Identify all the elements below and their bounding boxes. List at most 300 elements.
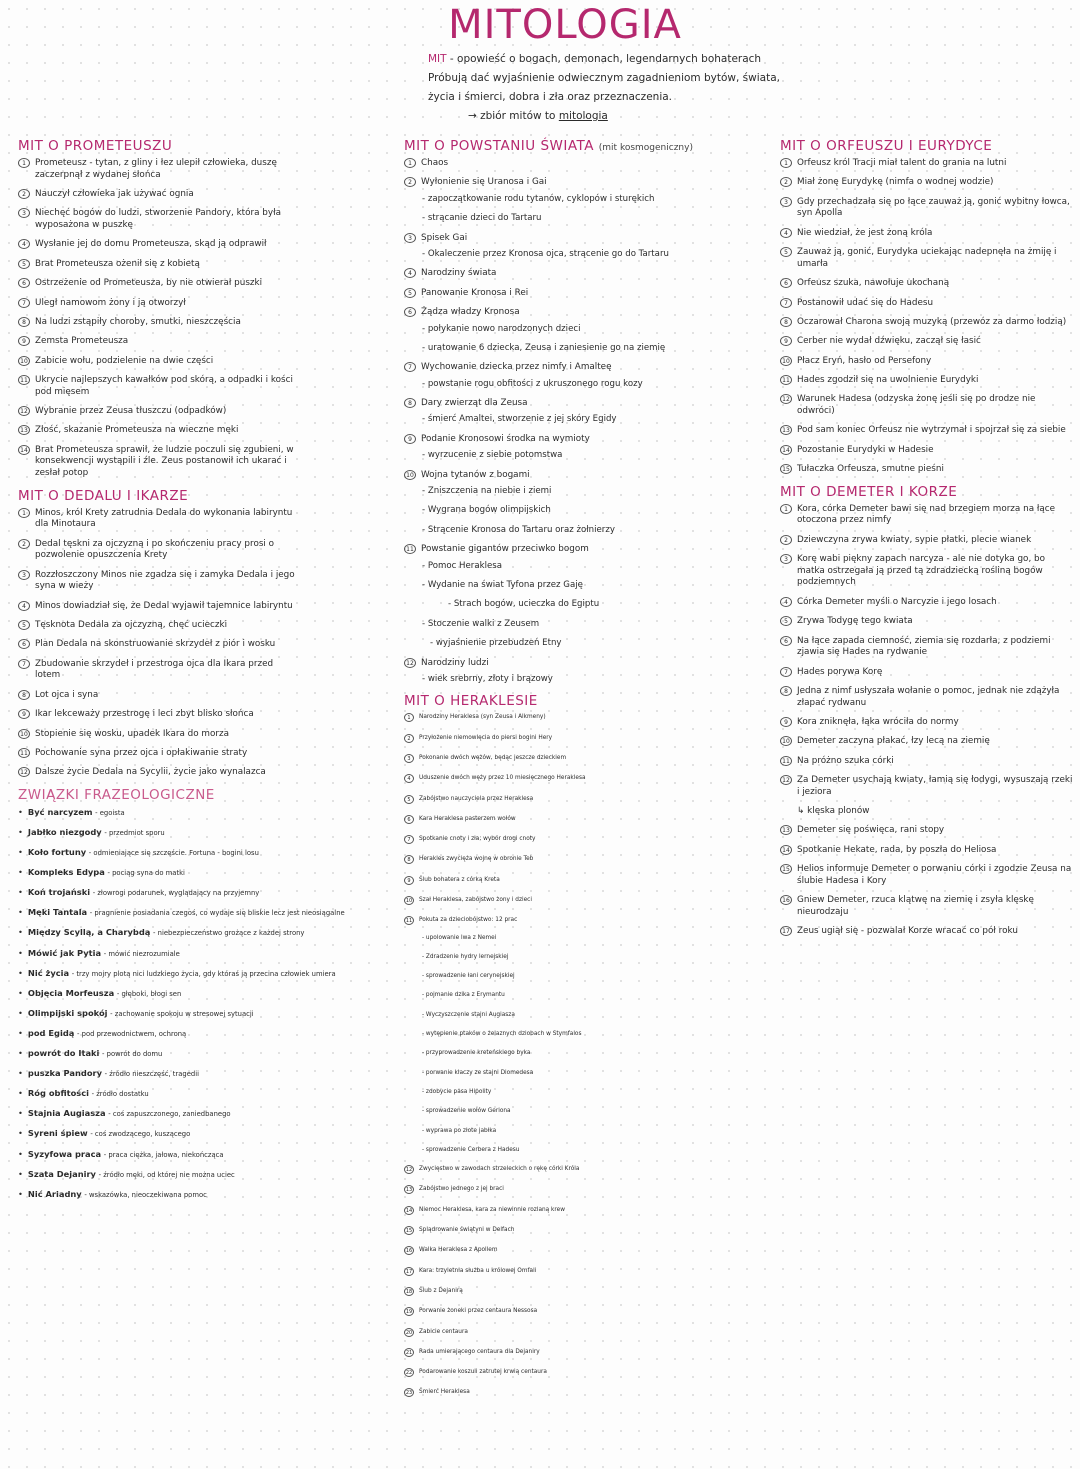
phrase-definition: - pociąg syna do matki bbox=[107, 869, 185, 878]
list-item bbox=[404, 1226, 674, 1235]
item-number-badge: 5 bbox=[780, 616, 792, 626]
item-number-badge: 8 bbox=[404, 855, 414, 864]
sub-list bbox=[422, 674, 674, 685]
phrase-item bbox=[18, 1108, 296, 1119]
item-number-badge: 11 bbox=[18, 375, 30, 385]
phrase-term: puszka Pandory bbox=[27, 1068, 103, 1079]
item-number-badge: 5 bbox=[18, 620, 30, 630]
sub-list bbox=[422, 450, 674, 461]
phrase-item bbox=[18, 1028, 296, 1039]
phrase-term: Koło fortuny bbox=[27, 847, 87, 858]
item-number-badge: 19 bbox=[405, 1309, 413, 1316]
phrase-term: Syreni śpiew bbox=[27, 1128, 88, 1139]
list-item bbox=[404, 795, 674, 804]
list-item bbox=[404, 1368, 674, 1377]
list-item bbox=[404, 754, 674, 763]
phrase-item bbox=[18, 988, 296, 999]
list-item bbox=[18, 406, 296, 418]
item-text: Narodziny Heraklesa (syn Zeusa i Alkmeny) bbox=[419, 714, 546, 721]
item-text: Ślub bohatera z córką Kreta bbox=[419, 876, 500, 883]
item-text: Plan Dedala na skonstruowanie skrzydeł z piór i wosku bbox=[35, 639, 276, 650]
intro-line-1: MIT - opowieść o bogach, demonach, legendarnych bohaterach bbox=[428, 53, 762, 65]
list-item bbox=[18, 208, 296, 231]
item-number-badge: 7 bbox=[404, 835, 414, 844]
phrase-item bbox=[18, 847, 296, 858]
phrase-term: Olimpijski spokój bbox=[27, 1007, 108, 1018]
item-text: Kora zniknęła, łąka wróciła do normy bbox=[797, 716, 959, 727]
phrase-item bbox=[18, 807, 296, 818]
item-text: Minos, król Krety zatrudnia Dedala do wykonania labiryntu dla Minotaura bbox=[35, 507, 293, 530]
phrase-item bbox=[18, 1169, 296, 1180]
list-item bbox=[18, 570, 296, 593]
sub-item: - wyrzucenie z siebie potomstwa bbox=[422, 450, 563, 461]
item-text: Na ludzi zstąpiły choroby, smutki, nieszczęścia bbox=[35, 316, 241, 327]
sub-item: - uratowanie 6 dziecka, Zeusa i zaniesienie go na ziemię bbox=[422, 342, 666, 353]
item-number-badge: 1 bbox=[404, 713, 414, 722]
phrase-term: Szata Dejaniry bbox=[27, 1168, 96, 1179]
list-item bbox=[404, 307, 674, 319]
item-text: Wysłanie jej do domu Prometeusza, skąd ją odprawił bbox=[35, 239, 267, 250]
list-item bbox=[18, 539, 296, 562]
column-left bbox=[18, 138, 345, 1209]
item-number-badge: 2 bbox=[18, 189, 30, 199]
list-item bbox=[404, 1246, 674, 1255]
item-number-badge: 6 bbox=[404, 815, 414, 824]
sub-item: - wyprawa po złote jabłka bbox=[422, 1127, 497, 1134]
item-number-badge: 10 bbox=[18, 729, 30, 739]
item-text: Szał Heraklesa, zabójstwo żony i dzieci bbox=[419, 897, 532, 903]
list-item bbox=[780, 825, 1075, 837]
item-number-badge: 5 bbox=[404, 795, 414, 804]
item-text: Żądza władzy Kronosa bbox=[421, 307, 520, 318]
item-number-badge: 12 bbox=[780, 775, 792, 785]
item-text: Kora, córka Demeter bawi się nad brzegiem morza na łące otoczona przez nimfy bbox=[797, 503, 1056, 526]
section-heading: MIT O ORFEUSZU I EURYDYCE bbox=[780, 138, 993, 154]
item-text: Zabójstwo jednego z jej braci bbox=[419, 1186, 504, 1193]
item-text: Nie wiedział, że jest żoną króla bbox=[797, 227, 933, 238]
section-prometeusz bbox=[18, 138, 296, 480]
list-item bbox=[780, 686, 1075, 709]
phrase-term: Być narcyzem bbox=[27, 806, 93, 817]
item-text: Powstanie gigantów przeciwko bogom bbox=[421, 544, 589, 555]
phrase-term: Nić życia bbox=[27, 967, 70, 978]
item-text: Zbudowanie skrzydeł i przestroga ojca dla Ikara przed lotem bbox=[35, 658, 274, 681]
phrase-item bbox=[18, 867, 296, 878]
item-number-badge: 3 bbox=[780, 554, 792, 564]
list-item bbox=[18, 239, 296, 251]
item-text: Ukrycie najlepszych kawałków pod skórą, a odpadki i kości pod mięsem bbox=[35, 375, 293, 397]
phrase-definition: - odmieniające się szczęście. Fortuna - bogini losu bbox=[88, 849, 259, 858]
item-number-badge: 12 bbox=[18, 406, 30, 416]
sub-item: - Zdradzenie hydry lernejskiej bbox=[422, 953, 509, 960]
item-text: Demeter zaczyna płakać, łzy lecą na ziemię bbox=[797, 736, 990, 747]
item-text: Spotkanie Hekate, rada, by poszła do Heliosa bbox=[797, 844, 997, 855]
item-text: Brat Prometeusza sprawił, że ludzie poczuli się zgubieni, w konsekwencji wystąpili i źle. Zeus postanowił ich ukarać i zesłał potop bbox=[35, 444, 294, 479]
item-number-badge: 21 bbox=[405, 1349, 413, 1356]
item-number-badge: 13 bbox=[780, 425, 792, 435]
item-number-badge: 1 bbox=[404, 158, 416, 168]
section-zwiazki bbox=[18, 786, 345, 1200]
item-text: Zrywa Todygę tego kwiata bbox=[797, 616, 913, 627]
list-item bbox=[404, 734, 674, 743]
list-item bbox=[404, 1267, 674, 1276]
section-demeter bbox=[780, 484, 1075, 938]
sub-item: - Pomoc Heraklesa bbox=[422, 560, 502, 571]
item-text: Demeter się poświęca, rani stopy bbox=[797, 825, 945, 836]
list-item bbox=[404, 713, 674, 722]
item-text: Chaos bbox=[421, 158, 449, 168]
item-number-badge: 10 bbox=[18, 356, 30, 366]
phrase-definition: - źródło męki, od której nie można uciec bbox=[98, 1170, 235, 1179]
sub-item: - Zniszczenia na niebie i ziemi bbox=[422, 486, 552, 497]
sub-item: - wiek srebrny, złoty i brązowy bbox=[422, 673, 553, 684]
item-number-badge: 3 bbox=[404, 754, 414, 763]
item-text: Uduszenie dwóch węży przez 10 miesięcznego Heraklesa bbox=[419, 775, 586, 782]
list-item bbox=[404, 268, 674, 280]
section-heading: MIT O DEMETER I KORZE bbox=[780, 483, 958, 500]
intro-term: mitologia bbox=[558, 110, 608, 122]
phrase-term: Mówić jak Pytia bbox=[27, 947, 102, 958]
item-text: Kara Heraklesa pasterzem wołów bbox=[419, 815, 516, 822]
item-text: Jedna z nimf usłyszała wołanie o pomoc, jednak nie zdążyła złapać rydwanu bbox=[797, 685, 1060, 708]
list-item bbox=[18, 508, 296, 531]
list-item bbox=[18, 601, 296, 613]
sub-list bbox=[422, 561, 674, 650]
numbered-list bbox=[404, 713, 674, 1397]
list-item bbox=[18, 659, 296, 682]
item-number-badge: 6 bbox=[404, 307, 416, 317]
sub-item: - strącanie dzieci do Tartaru bbox=[422, 213, 542, 224]
item-text: Narodziny świata bbox=[421, 268, 497, 279]
list-item bbox=[780, 445, 1075, 457]
list-item bbox=[780, 636, 1075, 659]
list-item bbox=[404, 1206, 674, 1215]
item-number-badge: 16 bbox=[405, 1248, 413, 1255]
section-heading: MIT O HERAKLESIE bbox=[404, 693, 538, 710]
list-item bbox=[404, 470, 674, 482]
sub-item: - porwanie klaczy ze stajni Diomedesa bbox=[422, 1069, 534, 1076]
phrase-term: Róg obfitości bbox=[27, 1088, 89, 1099]
item-text: Herakles zwycięża wojnę w obronie Teb bbox=[419, 856, 534, 863]
list-item bbox=[780, 228, 1075, 240]
item-text: Miał żonę Eurydykę (nimfa o wodnej wodzie) bbox=[797, 177, 994, 188]
list-item bbox=[18, 729, 296, 741]
item-text: Na próżno szuka córki bbox=[797, 755, 894, 766]
item-text: Ostrzeżenie od Prometeusza, by nie otwierał puszki bbox=[35, 278, 263, 289]
item-text: Na łące zapada ciemność, ziemia się rozdarła, z podziemi zjawia się Hades na rydwanie bbox=[797, 635, 1051, 658]
phrase-definition: - mówić niezrozumiale bbox=[103, 949, 180, 958]
item-number-badge: 6 bbox=[780, 278, 792, 288]
item-number-badge: 13 bbox=[18, 425, 30, 435]
phrase-definition: - powrót do domu bbox=[102, 1050, 163, 1059]
sub-list bbox=[422, 414, 674, 425]
list-item bbox=[18, 620, 296, 632]
item-text: Kara: trzyletnia służba u królowej Omfali bbox=[419, 1267, 537, 1274]
intro-line-3: życia i śmierci, dobra i zła oraz przeznaczenia. bbox=[428, 91, 673, 103]
list-item bbox=[780, 158, 1075, 170]
phrase-definition: - złowrogi podarunek, wyglądający na przyjemny bbox=[92, 889, 260, 898]
item-text: Rada umierającego centaura dla Dejaniry bbox=[419, 1348, 540, 1355]
phrase-definition: - źródło dostatku bbox=[91, 1090, 149, 1099]
item-number-badge: 11 bbox=[405, 918, 413, 925]
item-number-badge: 8 bbox=[404, 398, 416, 408]
list-item bbox=[404, 855, 674, 864]
item-number-badge: 8 bbox=[18, 317, 30, 327]
sub-item: - przyprowadzenie kreteńskiego byka bbox=[422, 1050, 531, 1057]
phrase-term: Objęcia Morfeusza bbox=[27, 987, 115, 998]
sub-list bbox=[422, 324, 674, 354]
list-item bbox=[18, 709, 296, 721]
list-item bbox=[780, 717, 1075, 729]
list-item bbox=[18, 189, 296, 201]
sub-list bbox=[422, 934, 674, 1154]
phrase-definition: - coś zapuszczonego, zaniedbanego bbox=[108, 1110, 231, 1119]
numbered-list bbox=[780, 504, 1075, 938]
phrase-item bbox=[18, 1189, 296, 1200]
item-text: Spotkanie cnoty i zła; wybór drogi cnoty bbox=[419, 836, 536, 843]
item-number-badge: 9 bbox=[404, 434, 416, 444]
item-number-badge: 5 bbox=[780, 247, 792, 257]
item-number-badge: 9 bbox=[780, 336, 792, 346]
phrase-definition: - głęboki, błogi sen bbox=[116, 989, 182, 998]
item-text: Wybranie przez Zeusa tłuszczu (odpadków) bbox=[35, 406, 227, 417]
item-text: Helios informuje Demeter o porwaniu córki i zgodzie Zeusa na ślubie Hadesa i Kory bbox=[797, 864, 1072, 886]
sub-item: - Stoczenie walki z Zeusem bbox=[422, 618, 540, 629]
list-item bbox=[780, 775, 1075, 798]
item-text: Wychowanie dziecka przez nimfy i Amalteę bbox=[421, 362, 612, 373]
item-number-badge: 8 bbox=[780, 317, 792, 327]
item-number-badge: 3 bbox=[780, 197, 792, 207]
list-item bbox=[18, 639, 296, 651]
item-number-badge: 7 bbox=[780, 298, 792, 308]
list-item bbox=[404, 288, 674, 300]
list-item bbox=[404, 815, 674, 824]
item-number-badge: 14 bbox=[405, 1207, 413, 1214]
item-text: Zauważ ją, gonić, Eurydyka uciekając nadepnęła na żmiję i umarła bbox=[797, 247, 1057, 269]
item-text: Zabójstwo nauczyciela przez Heraklesa bbox=[419, 795, 534, 802]
list-item bbox=[404, 233, 674, 245]
list-item bbox=[18, 278, 296, 290]
item-number-badge: 7 bbox=[18, 659, 30, 669]
item-number-badge: 4 bbox=[780, 228, 792, 238]
list-item bbox=[780, 864, 1075, 887]
column-right bbox=[780, 138, 1075, 946]
item-text: Orfeusz szuka, nawołuje ukochaną bbox=[797, 278, 950, 289]
list-item bbox=[404, 1185, 674, 1194]
item-number-badge: 8 bbox=[18, 690, 30, 700]
list-item bbox=[780, 425, 1075, 437]
sub-item: - sprowadzenie łani cerynejskiej bbox=[422, 973, 515, 980]
item-text: Zabicie centaura bbox=[419, 1328, 468, 1335]
item-number-badge: 3 bbox=[18, 208, 30, 218]
list-item bbox=[404, 398, 674, 410]
item-text: Orfeusz król Tracji miał talent do grania na lutni bbox=[797, 158, 1007, 168]
item-number-badge: 15 bbox=[780, 464, 792, 474]
item-text: Dziewczyna zrywa kwiaty, sypie płatki, plecie wianek bbox=[797, 534, 1032, 545]
column-middle bbox=[404, 138, 693, 1409]
item-text: Nauczył człowieka jak używać ognia bbox=[35, 188, 194, 199]
item-text: Gdy przechadzała się po łące zauważ ją, gonić wybitny łowca, syn Apolla bbox=[797, 196, 1070, 219]
sub-item: - połykanie nowo narodzonych dzieci bbox=[422, 323, 581, 334]
list-spacer bbox=[780, 806, 797, 818]
item-number-badge: 1 bbox=[18, 158, 30, 168]
item-text: Przyłożenie niemowlęcia do piersi bogini Hery bbox=[419, 734, 553, 741]
item-number-badge: 14 bbox=[18, 445, 30, 455]
list-item bbox=[780, 177, 1075, 189]
item-text: Pokonanie dwóch wężów, będąc jeszcze dzieckiem bbox=[419, 754, 567, 761]
item-number-badge: 2 bbox=[18, 539, 30, 549]
list-item bbox=[404, 1328, 674, 1337]
list-item bbox=[780, 278, 1075, 290]
item-number-badge: 10 bbox=[780, 356, 792, 366]
sub-item: - sprowadzenie wołów Geriona bbox=[422, 1108, 511, 1115]
phrase-term: Jabłko niezgody bbox=[27, 827, 102, 837]
list-item bbox=[404, 876, 674, 885]
item-text: Oczarował Charona swoją muzyką (przewóz za darmo łodzią) bbox=[797, 316, 1067, 327]
item-text: Zabicie wołu, podzielenie na dwie części bbox=[35, 355, 214, 366]
phrase-item bbox=[18, 1128, 296, 1139]
list-item bbox=[18, 356, 296, 368]
item-text: Podarowanie koszuli zatrutej krwią centaura bbox=[419, 1369, 547, 1376]
item-number-badge: 9 bbox=[18, 709, 30, 719]
item-text: Wyłonienie się Uranosa i Gai bbox=[421, 177, 547, 188]
item-number-badge: 14 bbox=[780, 845, 792, 855]
list-item bbox=[780, 317, 1075, 329]
item-number-badge: 6 bbox=[18, 278, 30, 288]
item-number-badge: 11 bbox=[780, 375, 792, 385]
item-number-badge: 3 bbox=[18, 570, 30, 580]
item-text: Pokuta za dzieciobójstwo: 12 prac bbox=[419, 917, 518, 924]
list-item bbox=[780, 464, 1075, 476]
list-item bbox=[404, 774, 674, 783]
item-number-badge: 9 bbox=[18, 336, 30, 346]
item-number-badge: 18 bbox=[405, 1288, 413, 1295]
phrase-item bbox=[18, 967, 336, 979]
item-number-badge: 11 bbox=[780, 756, 792, 766]
phrase-item bbox=[18, 827, 296, 838]
item-number-badge: 9 bbox=[780, 717, 792, 727]
phrase-term: Koń trojański bbox=[27, 887, 91, 898]
item-text: Tęsknota Dedala za ojczyzną, chęć ucieczki bbox=[35, 619, 228, 630]
item-number-badge: 17 bbox=[780, 926, 792, 936]
phrase-term: Męki Tantala bbox=[27, 907, 88, 918]
list-item bbox=[404, 362, 674, 374]
item-text: Spisek Gai bbox=[421, 232, 468, 243]
sub-item: - Wygrana bogów olimpijskich bbox=[422, 505, 551, 516]
item-number-badge: 22 bbox=[405, 1370, 413, 1377]
sub-item: - śmierć Amaltei, stworzenie z jej skóry Egidy bbox=[422, 414, 617, 425]
item-text: Córka Demeter myśli o Narcyzie i jego losach bbox=[797, 596, 997, 607]
list-item bbox=[18, 375, 296, 398]
item-text: Niechęć bogów do ludzi, stworzenie Pandory, która była wyposażona w puszkę bbox=[35, 208, 281, 230]
sub-item: - pojmanie dzika z Erymantu bbox=[422, 992, 505, 999]
list-item bbox=[18, 317, 296, 329]
phrase-term: Stajnia Augiasza bbox=[27, 1108, 106, 1119]
phrase-definition: - egoista bbox=[95, 808, 125, 817]
item-number-badge: 6 bbox=[780, 636, 792, 646]
item-text: Złość, skazanie Prometeusza na wieczne męki bbox=[35, 425, 239, 436]
sub-item: - wyjaśnienie przebudzeń Etny bbox=[430, 638, 562, 649]
section-heading: MIT O POWSTANIU ŚWIATA (mit kosmogeniczny) bbox=[404, 138, 693, 154]
item-number-badge: 7 bbox=[780, 667, 792, 677]
item-text: Minos dowiadział się, że Dedal wyjawił tajemnice labiryntu bbox=[35, 600, 293, 611]
item-text: Rozzłoszczony Minos nie zgadza się i zamyka Dedala i jego syna w wieży bbox=[35, 569, 295, 592]
item-text: Korę wabi piękny zapach narcyza - ale nie dotyka go, bo matka ostrzegała ją przed tą zdradziecką rośliną bogów podziemnych bbox=[797, 554, 1046, 588]
item-text: Zwycięstwo w zawodach strzeleckich o rękę córki Króla bbox=[419, 1166, 580, 1173]
phrase-definition: - pragnienie posiadania czegoś, co wydaje się bliskie lecz jest nieosiągalne bbox=[89, 909, 345, 918]
phrase-item bbox=[18, 907, 345, 918]
item-number-badge: 4 bbox=[780, 597, 792, 607]
sub-item: - Okaleczenie przez Kronosa ojca, strącenie go do Tartaru bbox=[422, 248, 669, 259]
phrase-item bbox=[18, 887, 296, 898]
intro-arrow-line: → zbiór mitów to mitologia bbox=[468, 110, 608, 122]
list-item bbox=[780, 336, 1075, 348]
list-item bbox=[780, 197, 1075, 220]
item-text: Walka Heraklesa z Apollem bbox=[419, 1247, 498, 1254]
section-heading: MIT O PROMETEUSZU bbox=[18, 138, 173, 154]
phrase-definition: - niebezpieczeństwo grożące z każdej strony bbox=[153, 929, 305, 938]
item-number-badge: 2 bbox=[780, 535, 792, 545]
phrase-term: Nić Ariadny bbox=[27, 1188, 82, 1199]
item-text: Splądrowanie świątyni w Delfach bbox=[419, 1227, 515, 1234]
item-number-badge: 12 bbox=[404, 658, 416, 668]
list-item bbox=[18, 425, 296, 437]
item-text: Wojna tytanów z bogami bbox=[421, 469, 530, 480]
list-item bbox=[404, 434, 674, 446]
phrase-term: Kompleks Edypa bbox=[27, 867, 105, 878]
sub-item: - powstanie rogu obfitości z ukruszonego rogu kozy bbox=[422, 378, 643, 389]
item-text: Cerber nie wydał dźwięku, zaczął się łasić bbox=[797, 336, 981, 347]
item-number-badge: 10 bbox=[404, 470, 416, 480]
list-item bbox=[780, 756, 1075, 768]
list-item bbox=[780, 667, 1075, 679]
list-item bbox=[18, 158, 296, 181]
sub-list bbox=[422, 486, 674, 536]
item-number-badge: 1 bbox=[18, 508, 30, 518]
item-number-badge: 15 bbox=[780, 864, 792, 874]
list-item bbox=[780, 926, 1075, 938]
list-item bbox=[780, 845, 1075, 857]
item-number-badge: 4 bbox=[18, 239, 30, 249]
item-text: Tułaczka Orfeusza, smutne pieśni bbox=[797, 464, 944, 475]
item-text: Lot ojca i syna bbox=[35, 689, 99, 700]
item-text: Narodziny ludzi bbox=[421, 657, 489, 668]
phrase-term: Między Scyllą, a Charybdą bbox=[27, 927, 151, 938]
section-subheading: (mit kosmogeniczny) bbox=[598, 143, 693, 153]
phrase-definition: - pod przewodnictwem, ochroną bbox=[77, 1029, 187, 1038]
list-item bbox=[780, 504, 1075, 527]
item-number-badge: 20 bbox=[405, 1329, 413, 1336]
item-number-badge: 2 bbox=[780, 177, 792, 187]
item-text: Warunek Hadesa (odzyska żonę jeśli się po drodze nie odwróci) bbox=[797, 394, 1036, 417]
item-number-badge: 12 bbox=[780, 394, 792, 404]
sub-item: - wytępienie ptaków o żelaznych dziobach w Stymfalos bbox=[422, 1031, 582, 1038]
list-item bbox=[780, 554, 1075, 589]
numbered-list bbox=[404, 158, 674, 685]
item-number-badge: 16 bbox=[780, 895, 792, 905]
section-herakles bbox=[404, 693, 674, 1397]
list-item bbox=[18, 690, 296, 702]
phrase-definition: - trzy mojry plotą nici ludzkiego życia, gdy któraś ją przecina człowiek umiera bbox=[71, 969, 336, 978]
phrase-item bbox=[18, 1149, 296, 1160]
item-number-badge: 6 bbox=[18, 639, 30, 649]
phrase-definition: - wskazówka, nieoczekiwana pomoc bbox=[84, 1190, 207, 1199]
sub-list bbox=[422, 249, 674, 260]
item-text: Ślub z Dejanirą bbox=[419, 1287, 463, 1294]
item-number-badge: 9 bbox=[404, 876, 414, 885]
item-number-badge: 15 bbox=[405, 1228, 413, 1235]
phrase-term: powrót do Itaki bbox=[27, 1048, 100, 1059]
